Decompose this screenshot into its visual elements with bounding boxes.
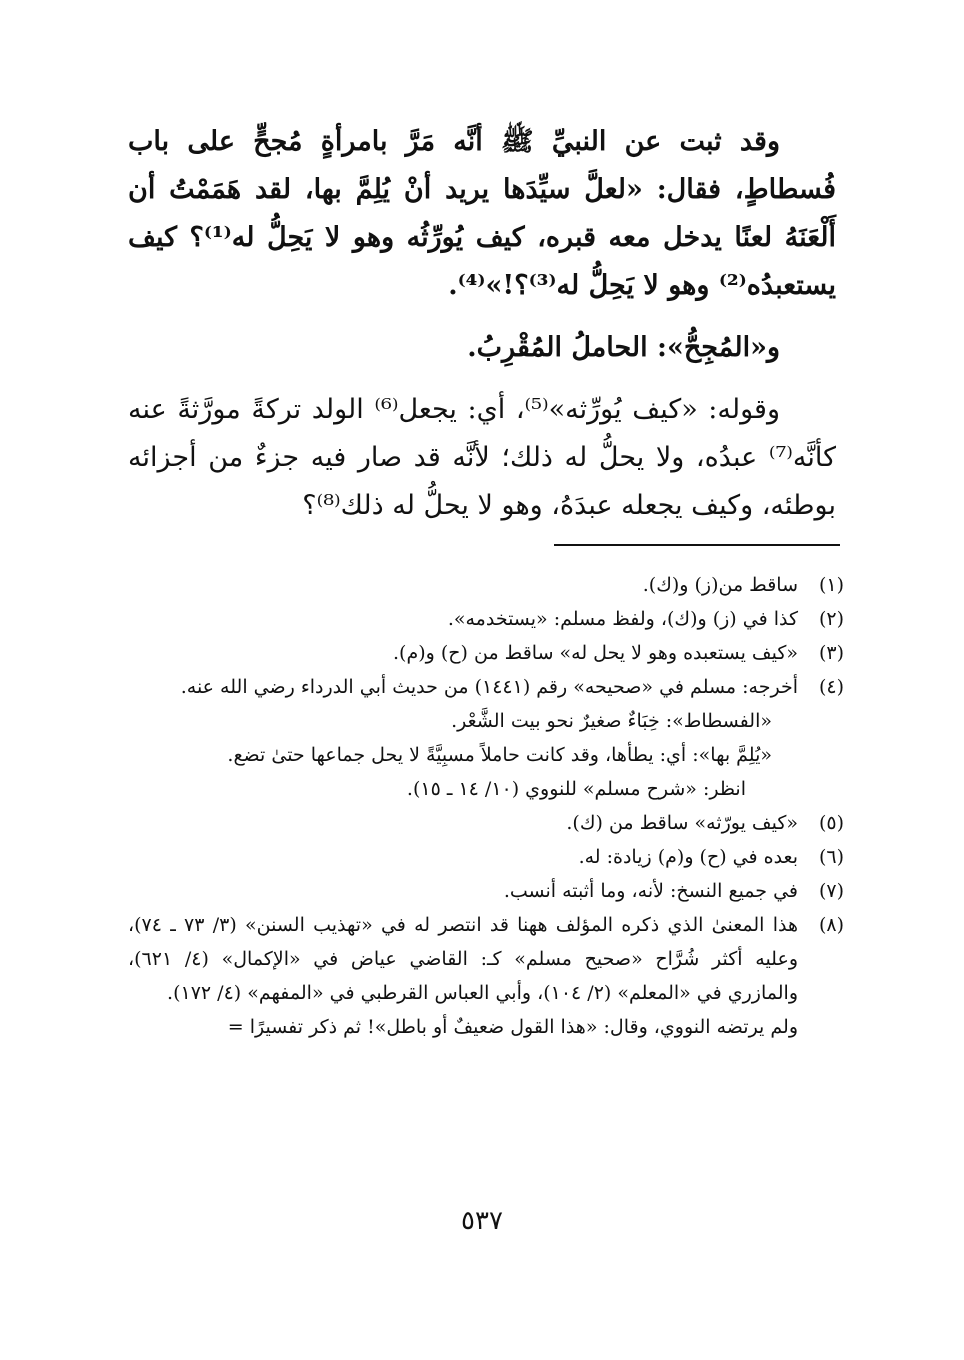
footnote-text: ساقط من(ز) و(ك). [642,574,798,596]
footnote [128,568,844,602]
page-number: ٥٣٧ [461,1206,503,1236]
footnote-separator [554,544,840,546]
footnote-number: (٤) [818,676,844,698]
footnote-continuation: «يُلِمَّ بها»: أي: يطأها، وقد كانت حاملاً مسبِيَّةً لا يحل جماعها حتىٰ تضع. [227,744,772,766]
footnote-text: كذا في (ز) و(ك)، ولفظ مسلم: «يستخدمه». [447,608,798,630]
footnote-number: (٢) [818,608,844,630]
footnote [128,602,844,636]
footnote-number: (٦) [818,846,844,868]
footnote-text: «كيف يستعبده وهو لا يحل له» ساقط من (ح) و(م). [393,642,798,664]
main-paragraph: وقوله: «كيف يُورِّثه»⁽⁵⁾، أي: يجعل⁽⁶⁾ الولد تركةً مورَّثةً عنه كأنَّه⁽⁷⁾ عبدُه، ولا يحلُّ له ذلك؛ لأنَّه قد صار فيه جزءٌ من أجزائه بوطئه، وكيف يجعله عبدَهُ، وهو لا يحلُّ له ذلك⁽⁸⁾؟ [128,394,836,521]
footnote-number: (١) [818,574,844,596]
footnote [128,806,844,840]
footnote [128,636,844,670]
footnote-text: في جميع النسخ: لأنه، وما أثبته أنسب. [503,880,798,902]
footnotes [128,568,844,1044]
footnote-text: بعده في (ح) و(م) زيادة: له. [578,846,798,868]
footnote [128,874,844,908]
footnote-continuation: «الفسطاط»: خِبَاءٌ صغيرٌ نحو بيت الشَّعْر. [451,710,772,732]
footnote-continuation: ولم يرتضه النووي، وقال: «هذا القول ضعيفٌ أو باطل»! ثم ذكر تفسيرًا = [227,1016,798,1038]
footnote [128,840,844,874]
footnote [128,670,844,704]
footnote-text: هذا المعنىٰ الذي ذكره المؤلف ههنا قد انتصر له في «تهذيب السنن» (٣/ ٧٣ ـ ٧٤)، وعليه أكثر شُرَّاح «صحيح مسلم» كـ: القاضي عياض في «الإكمال» (٤/ ٦٢١)، والمازري في «المعلم» (٢/ ١٠٤)، وأبي العباس القرطبي في «المفهم» (٤/ ١٧٢). [128,914,798,1004]
footnote [128,908,844,1010]
main-paragraph: و«المُجِحُّ»: الحاملُ المُقْرِبُ. [467,332,780,363]
footnote-text: أخرجه: مسلم في «صحيحه» رقم (١٤٤١) من حديث أبي الدرداء رضي الله عنه. [180,676,798,698]
footnote-number: (٨) [818,914,844,936]
footnote-number: (٧) [818,880,844,902]
footnote-text: «كيف يورّثه» ساقط من (ك). [566,812,798,834]
main-text [128,118,836,530]
footnote-number: (٥) [818,812,844,834]
footnote-number: (٣) [818,642,844,664]
main-paragraph: وقد ثبت عن النبيِّ ﷺ أنَّه مَرَّ بامرأةٍ مُجحٍّ على باب فُسطاطٍ، فقال: «لعلَّ سيِّدَها يريد أنْ يُلِمَّ بها، لقد هَمَمْتُ أن أَلْعَنَهُ لعنًا يدخل معه قبره، كيف يُورِّثُه وهو لا يَحِلُّ له⁽¹⁾؟ كيف يستعبدُه⁽²⁾ وهو لا يَحِلُّ له⁽³⁾؟!»⁽⁴⁾. [128,126,836,301]
footnote-continuation: انظر: «شرح مسلم» للنووي (١٠/ ١٤ ـ ١٥). [406,778,746,800]
